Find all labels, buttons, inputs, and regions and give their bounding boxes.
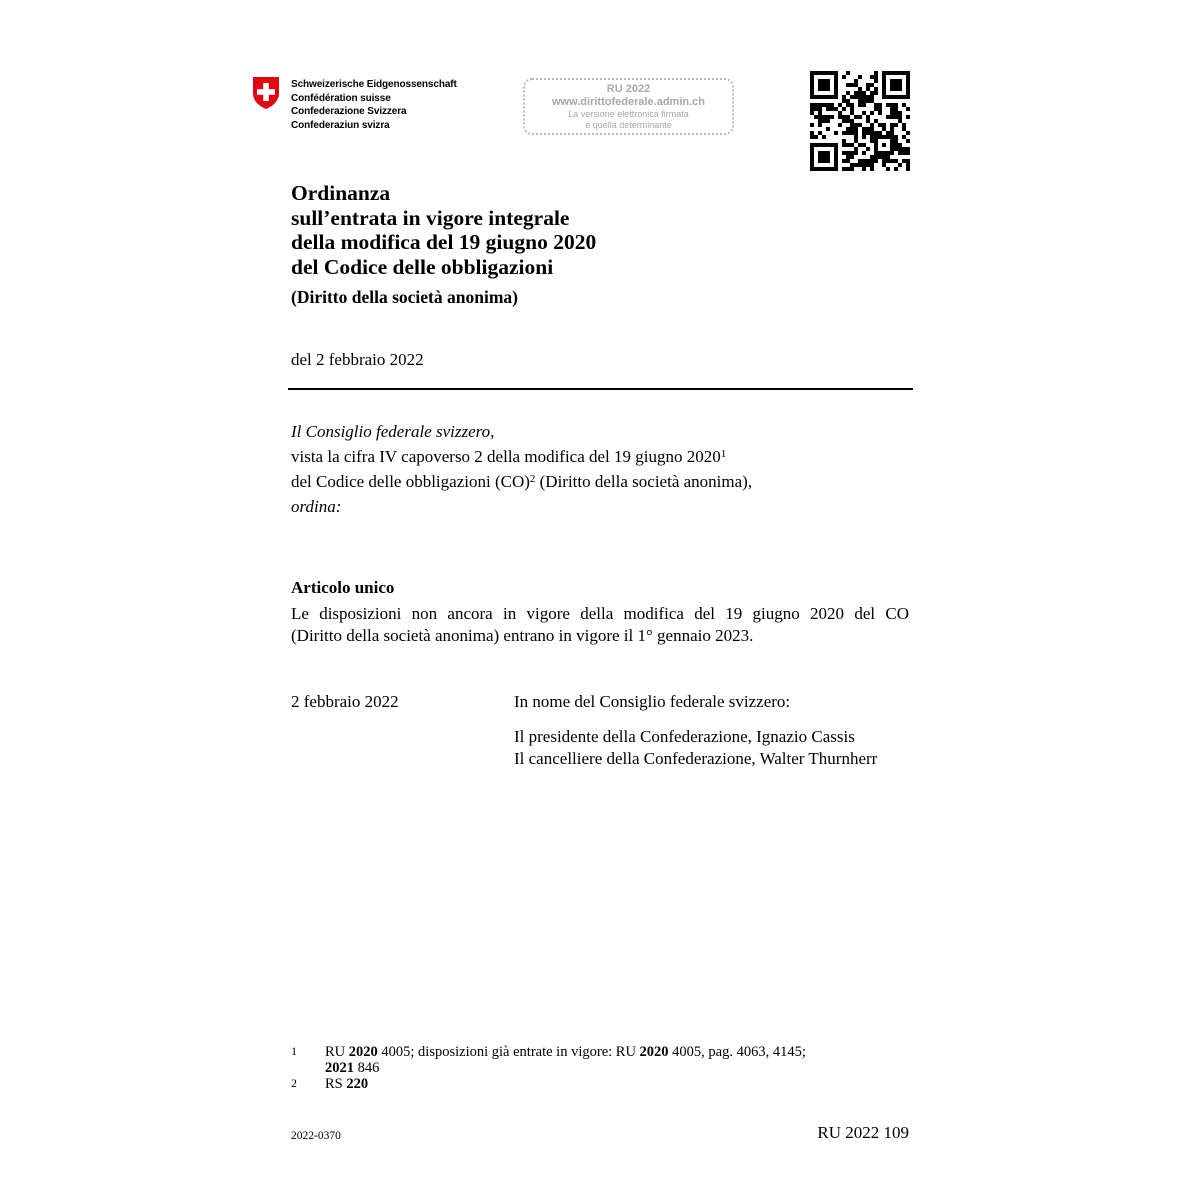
footnote-1-part-1: RU [325, 1044, 349, 1060]
preamble-basis-line-2 [291, 469, 752, 494]
footnote-text [325, 1044, 806, 1076]
title-line-1: Ordinanza [291, 181, 391, 205]
preamble [291, 419, 752, 519]
confederation-name-rm: Confederaziun svizra [291, 119, 390, 131]
footnote-number: 1 [291, 1044, 297, 1058]
preamble-authority: Il Consiglio federale svizzero, [291, 422, 495, 441]
signature-chancellor: Il cancelliere della Confederazione, Walter Thurnherr [514, 749, 878, 768]
title-line-2: sull’entrata in vigore integrale [291, 205, 570, 230]
footnote-1-bold-3: 2021 [325, 1060, 354, 1076]
footnote-ref-1[interactable]: 1 [720, 448, 727, 460]
preamble-basis-line-1 [291, 444, 752, 469]
footnote-2-bold-1: 220 [346, 1076, 369, 1092]
article-body [291, 603, 909, 647]
document-number: 2022-0370 [291, 1130, 341, 1142]
confederation-name-fr: Confédération suisse [291, 92, 391, 104]
document-title [291, 181, 596, 279]
preamble-basis-text-1: vista la cifra IV capoverso 2 della modifica del 19 giugno 2020 [291, 447, 721, 466]
footnote-2 [291, 1076, 806, 1092]
signature-block [514, 691, 877, 770]
electronic-stamp [523, 78, 734, 135]
footnote-text [325, 1076, 368, 1092]
preamble-basis-text-2b: (Diritto della società anonima), [535, 472, 753, 491]
footnote-1-part-2: 4005; disposizioni già entrate in vigore: RU [377, 1044, 640, 1060]
stamp-note-2: è quella determinante [585, 120, 672, 130]
footnote-1-bold-2: 2020 [639, 1044, 669, 1060]
footnote-number: 2 [291, 1076, 297, 1090]
stamp-website[interactable]: www.dirittofederale.admin.ch [551, 96, 705, 108]
footnote-1-line-1 [325, 1044, 806, 1060]
confederation-name-de: Schweizerische Eidgenossenschaft [291, 79, 457, 90]
page-reference: RU 2022 109 [817, 1123, 909, 1142]
ordinance-date: del 2 febbraio 2022 [291, 350, 424, 369]
footnotes [291, 1044, 806, 1092]
stamp-collection: RU 2022 [606, 83, 651, 95]
confederation-names [291, 78, 457, 132]
article-line-1: Le disposizioni non ancora in vigore della modifica del 19 giugno 2020 del CO [291, 604, 909, 623]
title-line-3: della modifica del 19 giugno 2020 [291, 230, 597, 254]
preamble-basis-text-2a: del Codice delle obbligazioni (CO) [291, 472, 530, 491]
footnote-1-part-4: 846 [354, 1060, 380, 1076]
title-divider [288, 388, 913, 390]
document-subtitle: (Diritto della società anonima) [291, 287, 518, 307]
footnote-2-part-1: RS [325, 1076, 347, 1092]
confederation-name-it: Confederazione Svizzera [291, 106, 407, 117]
signature-date: 2 febbraio 2022 [291, 692, 399, 711]
title-line-4: del Codice delle obbligazioni [291, 254, 554, 279]
qr-code-icon [810, 71, 910, 171]
stamp-note-1: La versione elettronica firmata [568, 109, 689, 119]
article-line-2: (Diritto della società anonima) entrano in vigore il 1° gennaio 2023. [291, 626, 754, 645]
signature-president: Il presidente della Confederazione, Ignazio Cassis [514, 727, 855, 746]
article-title: Articolo unico [291, 578, 395, 597]
footnote-1-bold-1: 2020 [348, 1044, 378, 1060]
signature-spacer [514, 713, 877, 726]
footnote-1-line-2 [325, 1060, 806, 1076]
preamble-ordains: ordina: [291, 497, 342, 516]
signature-on-behalf: In nome del Consiglio federale svizzero: [514, 692, 791, 711]
swiss-cross-icon [251, 76, 281, 110]
footnote-1-part-3: 4005, pag. 4063, 4145; [668, 1044, 806, 1060]
footnote-ref-2[interactable]: 2 [529, 473, 536, 485]
footnote-1 [291, 1044, 806, 1076]
